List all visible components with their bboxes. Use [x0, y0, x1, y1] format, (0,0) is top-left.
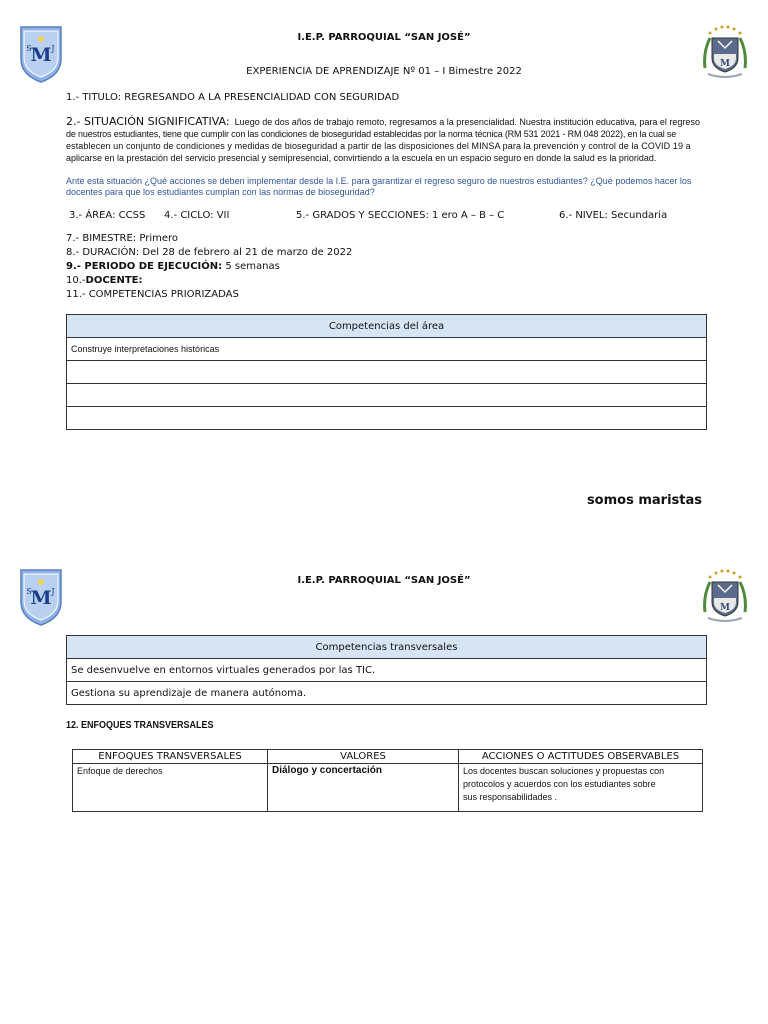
competencias-transversales-table — [66, 635, 707, 705]
nivel: 6.- NIVEL: Secundaria — [559, 210, 668, 221]
competencias-area-table — [66, 314, 707, 430]
table-row — [67, 384, 707, 407]
svg-text:M: M — [720, 603, 730, 613]
duracion: 8.- DURACIÓN: Del 28 de febrero al 21 de marzo de 2022 — [66, 247, 353, 258]
enfoques-table — [72, 749, 703, 812]
docente — [66, 274, 352, 288]
table-row — [67, 407, 707, 430]
area: 3.- ÁREA: CCSS — [69, 210, 146, 221]
general-data — [66, 232, 352, 302]
marist-crest-logo — [702, 24, 748, 82]
situacion-significativa — [66, 114, 706, 164]
competencias-area-header: Competencias del área — [67, 315, 707, 338]
titulo: 1.- TITULO: REGRESANDO A LA PRESENCIALIDAD CON SEGURIDAD — [66, 92, 400, 103]
docente-label: DOCENTE: — [85, 275, 143, 286]
table-row: Se desenvuelve en entornos virtuales generados por las TIC. — [67, 659, 707, 682]
guiding-question — [66, 176, 706, 198]
enfoques-header: ENFOQUES TRANSVERSALES — [73, 750, 268, 764]
periodo-ejecucion — [66, 260, 352, 274]
periodo-value: 5 semanas — [225, 261, 280, 272]
svg-text:M: M — [30, 587, 52, 609]
table-row: Gestiona su aprendizaje de manera autónoma. — [67, 682, 707, 705]
situacion-text-3: establecen un conjunto de condiciones y medidas de bioseguridad a partir de las disposiciones del MINSA para la prevención y control de la COVID 19 a — [66, 141, 691, 151]
accion-line-2: protocolos y acuerdos con los estudiantes sobre — [463, 779, 656, 789]
svg-text:M: M — [30, 44, 52, 66]
question-line-2: docentes para que los estudiantes cumplan con las normas de bioseguridad? — [66, 187, 375, 197]
bimestre: 7.- BIMESTRE: Primero — [66, 233, 179, 244]
valores-header: VALORES — [268, 750, 459, 764]
school-name: I.E.P. PARROQUIAL “SAN JOSÉ” — [297, 32, 471, 43]
footer-motto: somos maristas — [586, 493, 702, 508]
experience-title: EXPERIENCIA DE APRENDIZAJE Nº 01 – I Bimestre 2022 — [246, 66, 522, 77]
school-shield-logo — [19, 568, 63, 626]
docente-prefix: 10.- — [66, 275, 86, 286]
enfoques-title: 12. ENFOQUES TRANSVERSALES — [66, 720, 214, 731]
accion-cell — [459, 764, 703, 812]
situacion-label: 2.- SITUACIÓN SIGNIFICATIVA: — [66, 115, 230, 128]
situacion-text-4: aplicarse en la prestación del servicio presencial y semipresencial, convirtiendo a la escuela en un espacio seguro en donde la salud es la prioridad. — [66, 153, 657, 163]
accion-line-3: sus responsabilidades . — [463, 792, 558, 802]
acciones-header: ACCIONES O ACTITUDES OBSERVABLES — [459, 750, 703, 764]
valor-cell: Diálogo y concertación — [268, 764, 459, 812]
ciclo: 4.- CICLO: VII — [164, 210, 230, 221]
competencias-transversales-header: Competencias transversales — [67, 636, 707, 659]
marist-crest-logo — [702, 568, 748, 626]
periodo-label: 9.- PERIODO DE EJECUCIÓN: — [66, 261, 223, 272]
svg-text:S: S — [26, 587, 32, 596]
school-shield-logo — [19, 25, 63, 83]
accion-line-1: Los docentes buscan soluciones y propuestas con — [463, 766, 665, 776]
competencias-priorizadas: 11.- COMPETENCIAS PRIORIZADAS — [66, 289, 239, 300]
table-row — [67, 361, 707, 384]
situacion-text-2: de nuestros estudiantes, tiene que cumplir con las condiciones de bioseguridad establecidas por la norma técnica (RM 531 2021 - RM 048 2022), en la cual se — [66, 129, 677, 139]
svg-text:S: S — [26, 44, 32, 53]
svg-text:M: M — [720, 59, 730, 69]
svg-text:J: J — [51, 587, 55, 596]
question-line-1: Ante esta situación ¿Qué acciones se deben implementar desde la I.E. para garantizar el regreso seguro de nuestros estudiantes? ¿Qué podemos hacer los — [66, 176, 692, 186]
situacion-text-1: Luego de dos años de trabajo remoto, regresamos a la presencialidad. Nuestra institución educativa, para el regreso — [234, 117, 700, 127]
svg-text:J: J — [51, 44, 55, 53]
grados-secciones: 5.- GRADOS Y SECCIONES: 1 ero A – B – C — [296, 210, 505, 221]
school-name: I.E.P. PARROQUIAL “SAN JOSÉ” — [297, 575, 471, 586]
table-row: Construye interpretaciones históricas — [67, 338, 707, 361]
enfoque-cell: Enfoque de derechos — [73, 764, 268, 812]
